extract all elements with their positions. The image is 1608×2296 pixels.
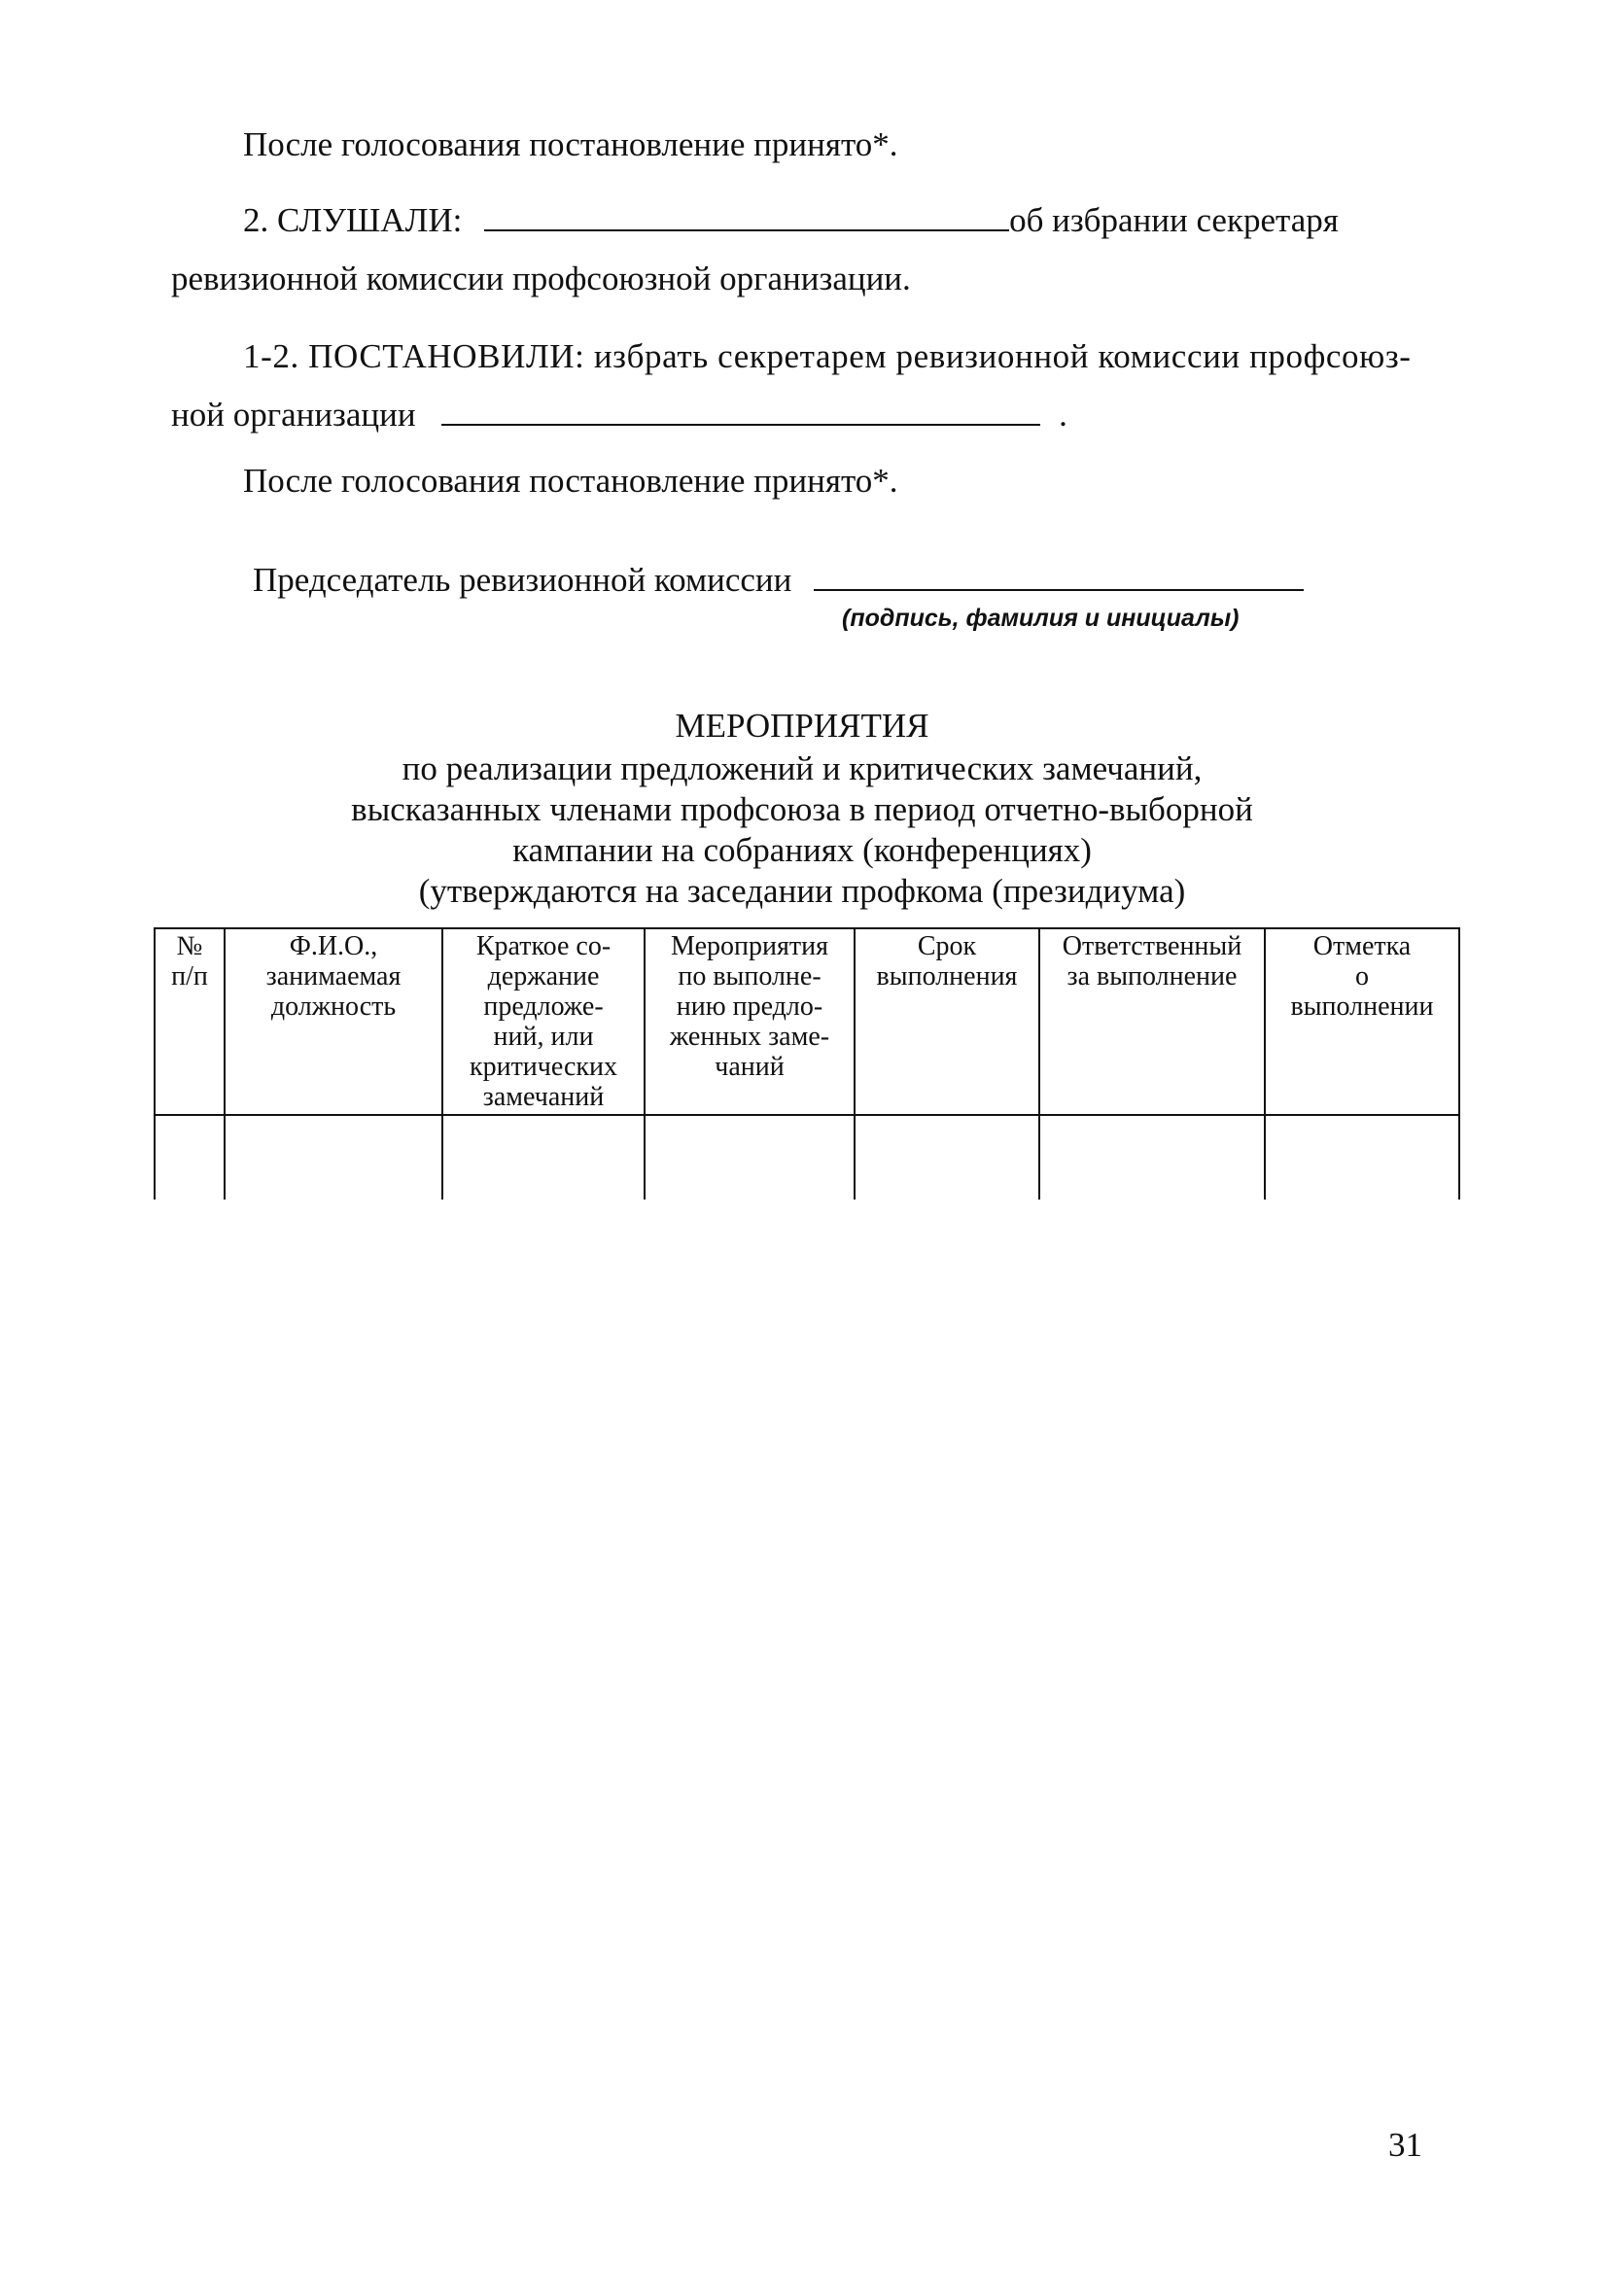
resolved-period: . [1059,396,1067,434]
secretary-name-blank-line[interactable] [441,395,1040,426]
signature-label: Председатель ревизионной комиссии [253,561,792,599]
signature-row [253,560,1304,601]
table-cell[interactable] [1039,1115,1265,1200]
measures-subtitle-line-2: высказанных членами профсоюза в период отчетно-выборной [351,790,1253,828]
measures-subtitle-line-3: кампании на собраниях (конференциях) [512,831,1092,869]
heard-blank-line[interactable] [484,200,1009,231]
column-header-measures: Мероприятия по выполне- нию предло- женных заме- чаний [645,928,855,1115]
table-cell[interactable] [442,1115,645,1200]
signature-caption: (подпись, фамилия и инициалы) [842,605,1240,632]
measures-subtitle-line-4: (утверждаются на заседании профкома (президиума) [418,872,1186,910]
paragraph-vote-result-1: После голосования постановление принято*. [243,125,898,163]
heard-subject: об избрании секретаря [1009,201,1339,239]
heard-label: 2. СЛУШАЛИ: [243,201,463,239]
table-header-row [155,928,1459,1115]
paragraph-resolved-continuation [171,395,1067,435]
column-header-number: № п/п [155,928,225,1115]
page-number: 31 [1388,2126,1422,2164]
measures-subtitle-line-1: по реализации предложений и критических замечаний, [402,749,1203,787]
table-cell[interactable] [1265,1115,1459,1200]
column-header-completion-mark: Отметка о выполнении [1265,928,1459,1115]
paragraph-heard-continuation: ревизионной комиссии профсоюзной организации. [171,260,911,297]
paragraph-vote-result-2: После голосования постановление принято*. [243,462,898,500]
paragraph-heard [243,200,1339,241]
column-header-summary: Краткое со- держание предложе- ний, или критических замечаний [442,928,645,1115]
column-header-responsible: Ответственный за выполнение [1039,928,1265,1115]
column-header-deadline: Срок выполнения [855,928,1039,1115]
table-cell[interactable] [155,1115,225,1200]
measures-title: МЕРОПРИЯТИЯ [675,707,929,745]
signature-blank-line[interactable] [814,560,1304,591]
measures-table [154,927,1460,1200]
table-row [155,1115,1459,1200]
table-cell[interactable] [645,1115,855,1200]
column-header-name-position: Ф.И.О., занимаемая должность [225,928,442,1115]
paragraph-resolved: 1-2. ПОСТАНОВИЛИ: избрать секретарем ревизионной комиссии профсоюз- [243,337,1412,375]
table-cell[interactable] [855,1115,1039,1200]
table-cell[interactable] [225,1115,442,1200]
resolved-org-label: ной организации [171,396,416,434]
